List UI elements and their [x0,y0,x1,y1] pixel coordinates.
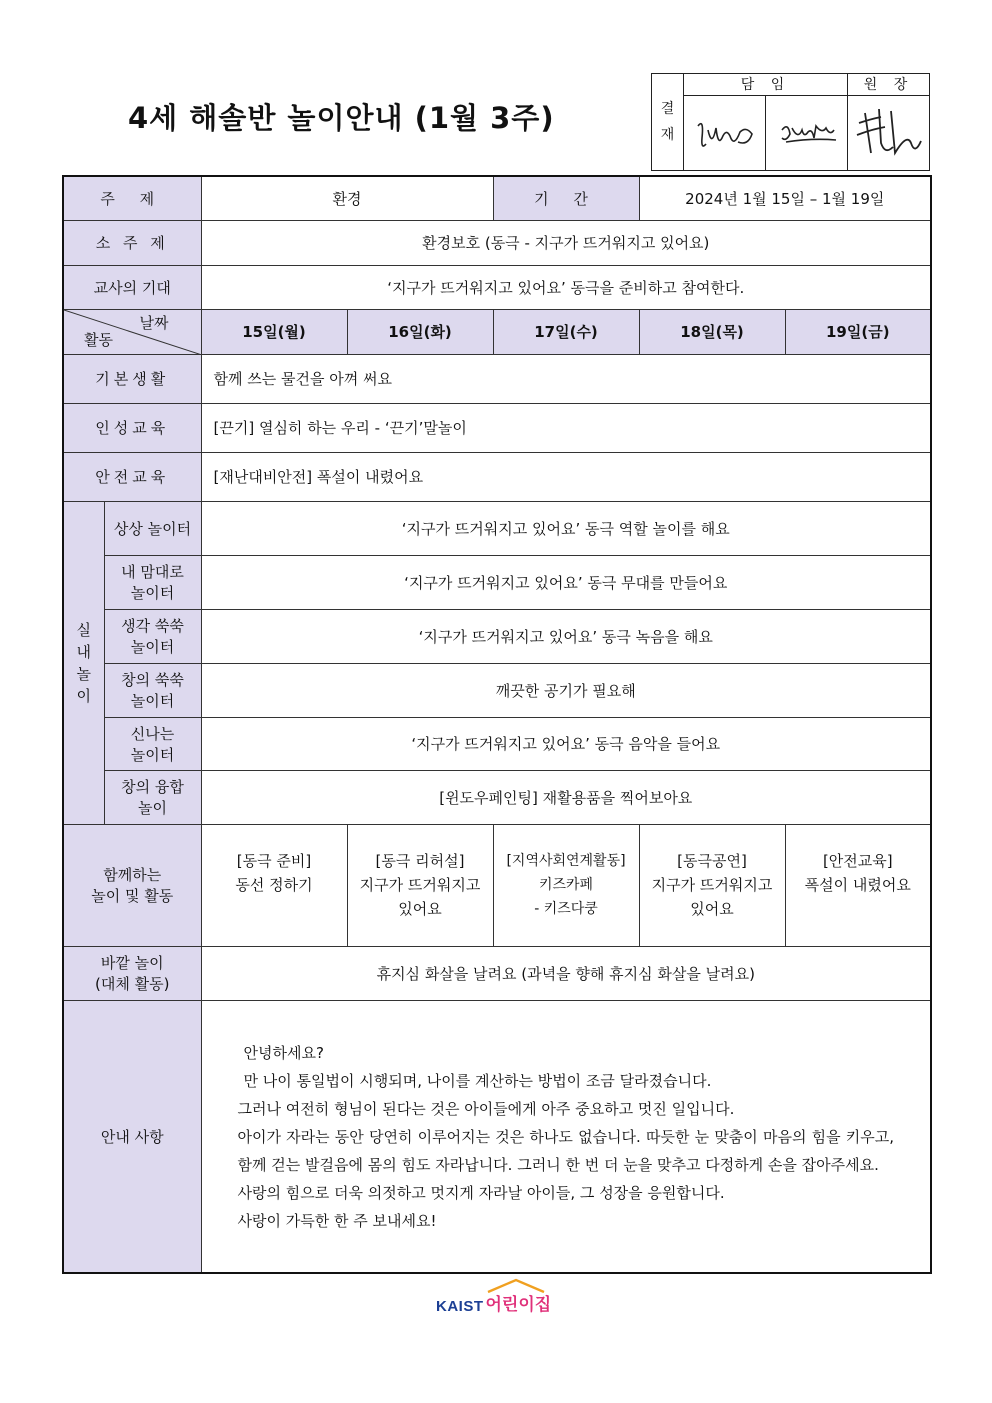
outdoor-label [63,946,201,1000]
indoor-char: 이 [76,686,91,705]
indoor-area-label [104,609,201,663]
character-edu-value: [끈기] 열심히 하는 우리 - ‘끈기’말놀이 [201,403,931,452]
date-activity-header [63,309,201,354]
together-item-text: [동극공연] 지구가 뜨거워지고 있어요 [651,851,773,918]
signature-icon [772,108,842,158]
indoor-area-label [104,717,201,770]
notice-line: 만 나이 통일법이 시행되며, 나이를 계산하는 방법이 조금 달라졌습니다. [243,1072,712,1091]
teacher-signature-1 [684,95,766,170]
safety-edu-label: 안전교육 [63,452,201,501]
house-roof-icon [484,1278,548,1308]
teacher-signature-2 [766,95,848,170]
indoor-area-label [104,770,201,824]
teacher-header: 담 임 [684,74,848,96]
indoor-area-label-text: 내 맘대로 놀이터 [121,563,184,602]
activity-label: 활동 [84,330,113,349]
signature-icon [690,108,760,158]
together-item [639,824,785,946]
notice-body [201,1000,931,1273]
subtopic-label: 소 주 제 [63,220,201,265]
subtopic-value: 환경보호 (동극 - 지구가 뜨거워지고 있어요) [201,220,931,265]
together-item-text: [지역사회연계활동] 키즈카페 - 키즈다쿵 [506,852,626,917]
notice-line: 사랑의 힘으로 더욱 의젓하고 멋지게 자라날 아이들, 그 성장을 응원합니다. [237,1184,725,1203]
signature-icon [851,103,927,163]
together-item [201,824,347,946]
day-header: 16일(화) [347,309,493,354]
director-signature [848,95,930,170]
together-item-text: [동극 리허설] 지구가 뜨거워지고 있어요 [359,851,481,918]
day-header: 17일(수) [493,309,639,354]
together-item-text: [동극 준비] 동선 정하기 [235,851,313,894]
indoor-area-label: 상상 놀이터 [104,501,201,555]
indoor-area-label-text: 신나는 놀이터 [130,724,175,764]
approval-box [651,73,930,171]
outdoor-value: 휴지심 화살을 날려요 (과녁을 향해 휴지심 화살을 날려요) [201,946,931,1000]
indoor-char: 실 [76,620,91,639]
notice-line: 아이가 자라는 동안 당연히 이루어지는 것은 하나도 없습니다. 따듯한 눈 맞춤이 마음의 힘을 키우고, 함께 걷는 발걸음에 몸의 힘도 자라납니다. 그러니 한 번 더 눈을 맞추고 다정하게 손을 잡아주세요. [237,1128,895,1175]
indoor-area-value: ‘지구가 뜨거워지고 있어요’ 동극 녹음을 해요 [201,609,931,663]
indoor-area-value: ‘지구가 뜨거워지고 있어요’ 동극 무대를 만들어요 [201,555,931,609]
page-title: 4세 해솔반 놀이안내 (1월 3주) [128,101,555,135]
kaist-logo [436,1290,551,1315]
period-label: 기 간 [493,176,639,220]
approval-label-bottom: 재 [660,127,675,143]
period-value: 2024년 1월 15일 – 1월 19일 [639,176,931,220]
indoor-char: 내 [76,642,91,661]
indoor-area-label [104,555,201,609]
character-edu-label: 인성교육 [63,403,201,452]
expectation-label: 교사의 기대 [63,265,201,309]
logo-latin: KAIST [436,1298,484,1315]
indoor-area-value: ‘지구가 뜨거워지고 있어요’ 동극 음악을 들어요 [201,717,931,770]
expectation-value: ‘지구가 뜨거워지고 있어요’ 동극을 준비하고 참여한다. [201,265,931,309]
day-header: 15일(월) [201,309,347,354]
together-item [347,824,493,946]
safety-edu-value: [재난대비안전] 폭설이 내렸어요 [201,452,931,501]
indoor-area-label [104,663,201,717]
indoor-char: 놀 [76,664,91,683]
together-label [63,824,201,946]
indoor-area-label-text: 창의 쑥쑥 놀이터 [121,671,184,710]
together-item [785,824,931,946]
indoor-area-value: 깨끗한 공기가 필요해 [201,663,931,717]
notice-label: 안내 사항 [63,1000,201,1273]
notice-line: 안녕하세요? [243,1044,324,1063]
indoor-area-value: ‘지구가 뜨거워지고 있어요’ 동극 역할 놀이를 해요 [201,501,931,555]
plan-table [62,175,932,1274]
logo-hangul-text: 어린이집 [485,1295,552,1315]
notice-line: 그러나 여전히 형님이 된다는 것은 아이들에게 아주 중요하고 멋진 일입니다. [237,1100,735,1119]
subject-value: 환경 [201,176,493,220]
date-label: 날짜 [139,313,169,332]
day-header: 18일(목) [639,309,785,354]
indoor-area-value: [윈도우페인팅] 재활용품을 찍어보아요 [201,770,931,824]
day-header: 19일(금) [785,309,931,354]
basic-life-label: 기본생활 [63,354,201,403]
director-header: 원 장 [848,74,930,96]
together-item-text: [안전교육] 폭설이 내렸어요 [804,851,911,894]
indoor-area-label-text: 창의 융합 놀이 [121,778,184,817]
logo-hangul [486,1290,552,1315]
approval-label-top: 결 [660,101,675,117]
together-label-text: 함께하는 놀이 및 활동 [91,866,174,905]
notice-line: 사랑이 가득한 한 주 보내세요! [237,1212,437,1231]
indoor-area-label-text: 생각 쑥쑥 놀이터 [121,617,184,656]
basic-life-value: 함께 쓰는 물건을 아껴 써요 [201,354,931,403]
outdoor-label-text: 바깥 놀이 (대체 활동) [95,954,170,993]
subject-label: 주 제 [63,176,201,220]
approval-label [652,74,684,171]
indoor-play-group-label [63,501,104,824]
together-item [493,824,639,946]
